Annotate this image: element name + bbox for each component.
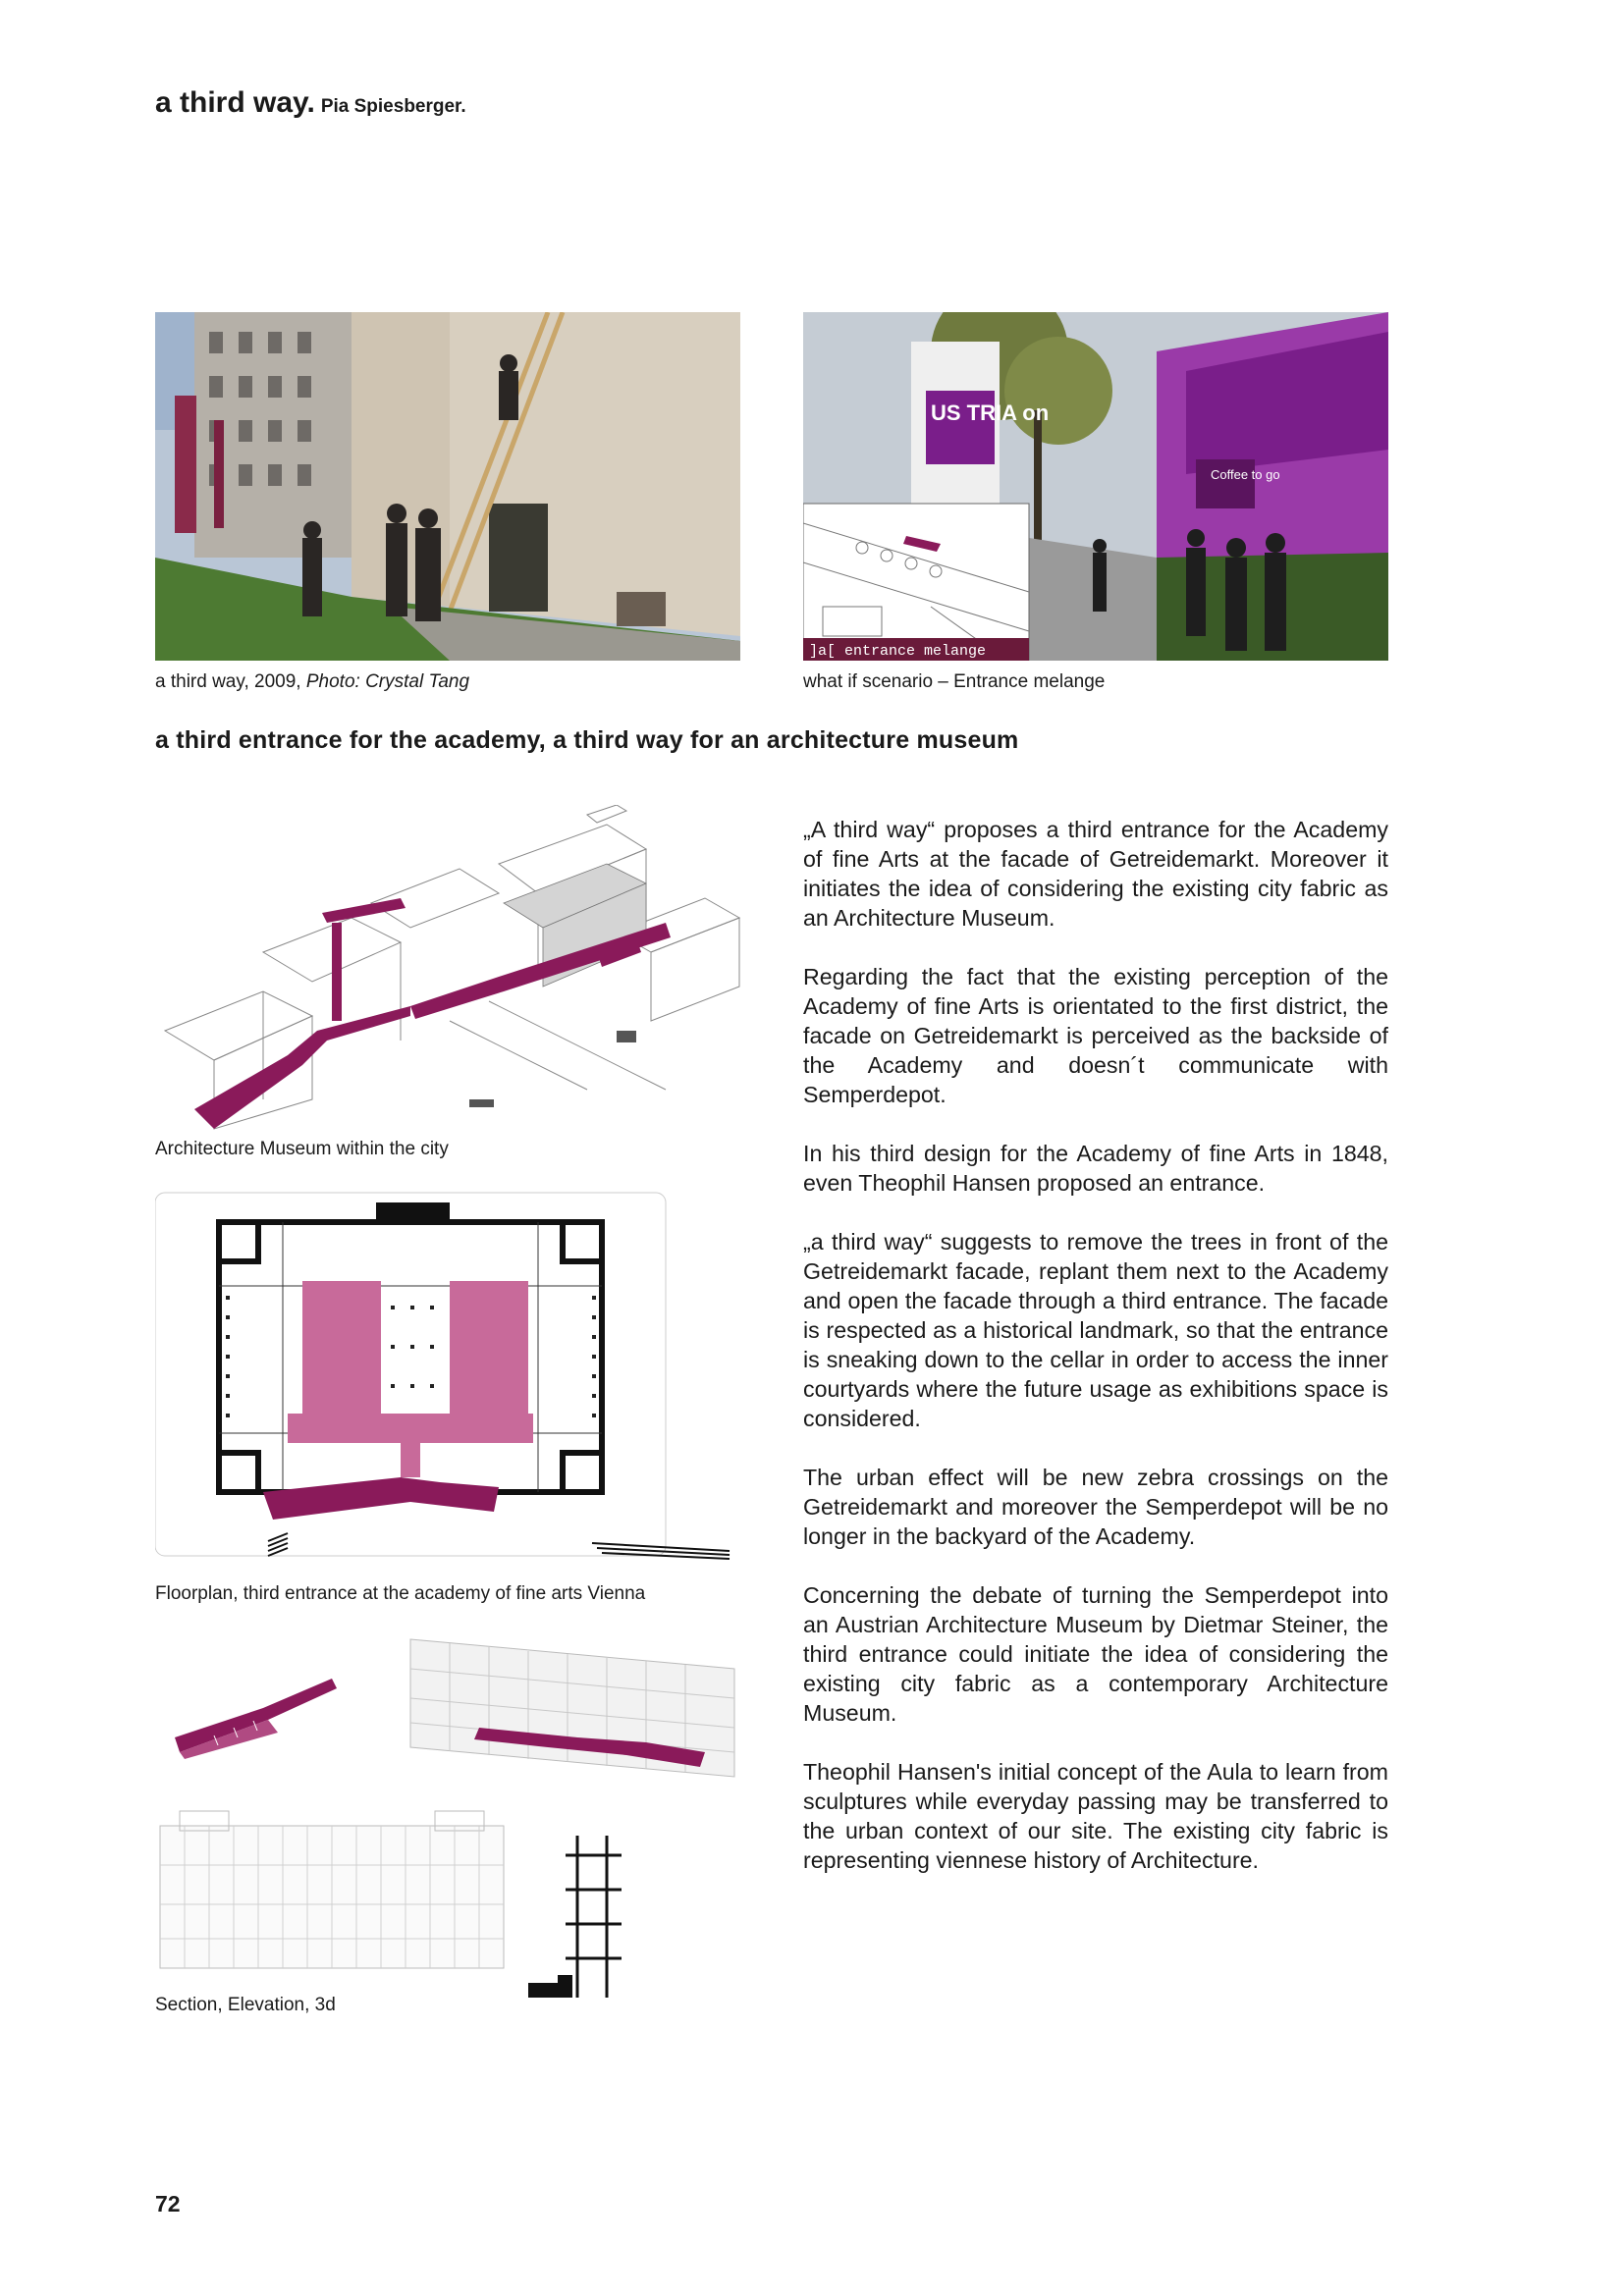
figure-city-axonometric [155,805,744,1134]
body-paragraph-6: Concerning the debate of turning the Semperdepot into an Austrian Architecture Museum by Dietmar Steiner, the third entrance could initiate the idea of considering the existing city fabric as a contemporary Architecture Museum. [803,1582,1388,1726]
photo-third-way [155,312,740,661]
body-paragraph-3: In his third design for the Academy of fine Arts in 1848, even Theophil Hansen proposed an entrance. [803,1141,1388,1196]
author-name: Pia Spiesberger. [320,96,466,117]
body-paragraph-5: The urban effect will be new zebra crossings on the Getreidemarkt and moreover the Semperdepot will be no longer in the backyard of the Academy. [803,1465,1388,1549]
figure-floorplan [155,1188,734,1575]
figure-section-elevation [155,1629,739,2007]
body-paragraph-7: Theophil Hansen's initial concept of the Aula to learn from sculptures while everyday passing may be transferred to the urban context of our site. The existing city fabric is representing viennese history of Architecture. [803,1759,1388,1873]
entrance-melange-banner: ]a[ entrance melange [809,643,987,660]
poster-text: US TRIA on [931,400,1050,425]
body-paragraph-4: „a third way“ suggests to remove the trees in front of the Getreidemarkt facade, replant them next to the Academy and open the facade through a third entrance. The facade is respected as a historical landmark, so that the entrance is sneaking down to the cellar in order to access the inner courtyards where the future usage as exhibitions space is considered. [803,1229,1388,1431]
caption-text: a third way, 2009, [155,671,306,692]
body-paragraph-1: „A third way“ proposes a third entrance for the Academy of fine Arts at the facade of Getreidemarkt. Moreover it initiates the idea of considering the existing city fabric as an Architecture Museum. [803,817,1388,931]
photo-entrance-melange-caption: what if scenario – Entrance melange [803,671,1106,692]
coffee-sign-text: Coffee to go [1211,467,1280,482]
figure-city-caption: Architecture Museum within the city [155,1139,449,1159]
figure-section-caption: Section, Elevation, 3d [155,1995,336,2015]
title-text: a third way. [155,86,315,119]
page-title [155,86,466,120]
photo-entrance-melange [803,312,1388,661]
page-number: 72 [155,2191,181,2216]
body-paragraph-2: Regarding the fact that the existing perception of the Academy of fine Arts is orientated to the first district, the facade on Getreidemarkt is perceived as the backside of the Academy and doesn´t communicate with Semperdepot. [803,964,1388,1107]
caption-credit: Photo: Crystal Tang [305,671,470,692]
body-text [803,815,1388,1904]
figure-floorplan-caption: Floorplan, third entrance at the academy of fine arts Vienna [155,1583,646,1604]
photo-third-way-caption [155,671,469,693]
section-subheading: a third entrance for the academy, a third way for an architecture museum [155,726,1019,754]
